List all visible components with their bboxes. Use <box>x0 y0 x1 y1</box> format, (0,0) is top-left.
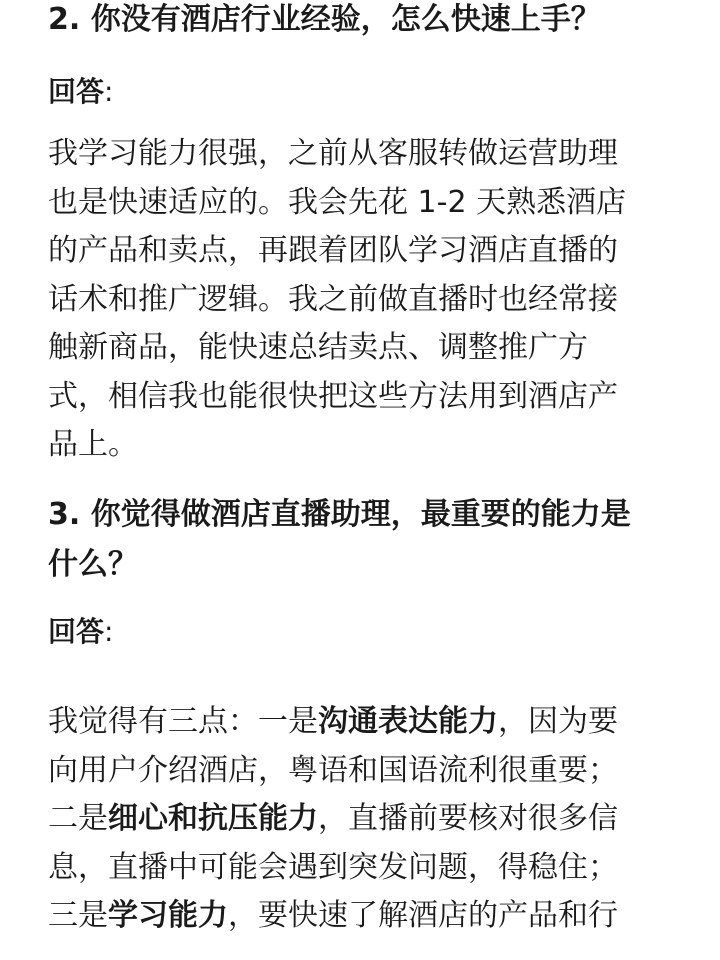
answer-line: 触新商品，能快速总结卖点、调整推广方 <box>48 330 588 365</box>
answer-bold-text: 沟通表达能力 <box>318 704 498 739</box>
answer-bold-text: 细心和抗压能力 <box>108 801 318 836</box>
answer-text: 二是 <box>48 801 108 836</box>
answer-text: 我觉得有三点：一是 <box>48 704 318 739</box>
answer-line: 的产品和卖点，再跟着团队学习酒店直播的 <box>48 233 618 268</box>
question-3-title <box>48 490 678 590</box>
answer-line <box>48 795 668 844</box>
answer-line: 我学习能力很强，之前从客服转做运营助理 <box>48 136 618 171</box>
answer-line: 话术和推广逻辑。我之前做直播时也经常接 <box>48 281 618 317</box>
answer-3-text <box>48 698 668 941</box>
answer-label-text: 回答 <box>48 75 105 108</box>
answer-2-text <box>48 130 668 470</box>
answer-line <box>48 892 668 941</box>
question-2-title: 2. 你没有酒店行业经验，怎么快速上手？ <box>48 2 601 37</box>
answer-line <box>48 698 668 747</box>
answer-text: ，因为要 <box>498 704 618 739</box>
question-3-title-line: 什么？ <box>48 547 138 582</box>
question-3-title-line: 3. 你觉得做酒店直播助理，最重要的能力是 <box>48 497 631 532</box>
answer-label-3 <box>48 612 113 652</box>
answer-text: ，直播前要核对很多信 <box>318 801 618 836</box>
answer-line: 品上。 <box>48 427 138 462</box>
answer-label-colon: : <box>104 615 114 648</box>
answer-label-colon: : <box>104 75 114 108</box>
answer-line: 也是快速适应的。我会先花 1-2 天熟悉酒店 <box>48 184 627 220</box>
answer-line: 息，直播中可能会遇到突发问题，得稳住； <box>48 849 618 885</box>
answer-label-text: 回答 <box>48 615 105 648</box>
answer-bold-text: 学习能力 <box>108 898 228 933</box>
answer-line: 向用户介绍酒店，粤语和国语流利很重要； <box>48 752 618 788</box>
answer-line: 式，相信我也能很快把这些方法用到酒店产 <box>48 378 618 414</box>
answer-text: ，要快速了解酒店的产品和行 <box>228 898 618 933</box>
answer-text: 三是 <box>48 898 108 933</box>
answer-label-2 <box>48 72 113 112</box>
